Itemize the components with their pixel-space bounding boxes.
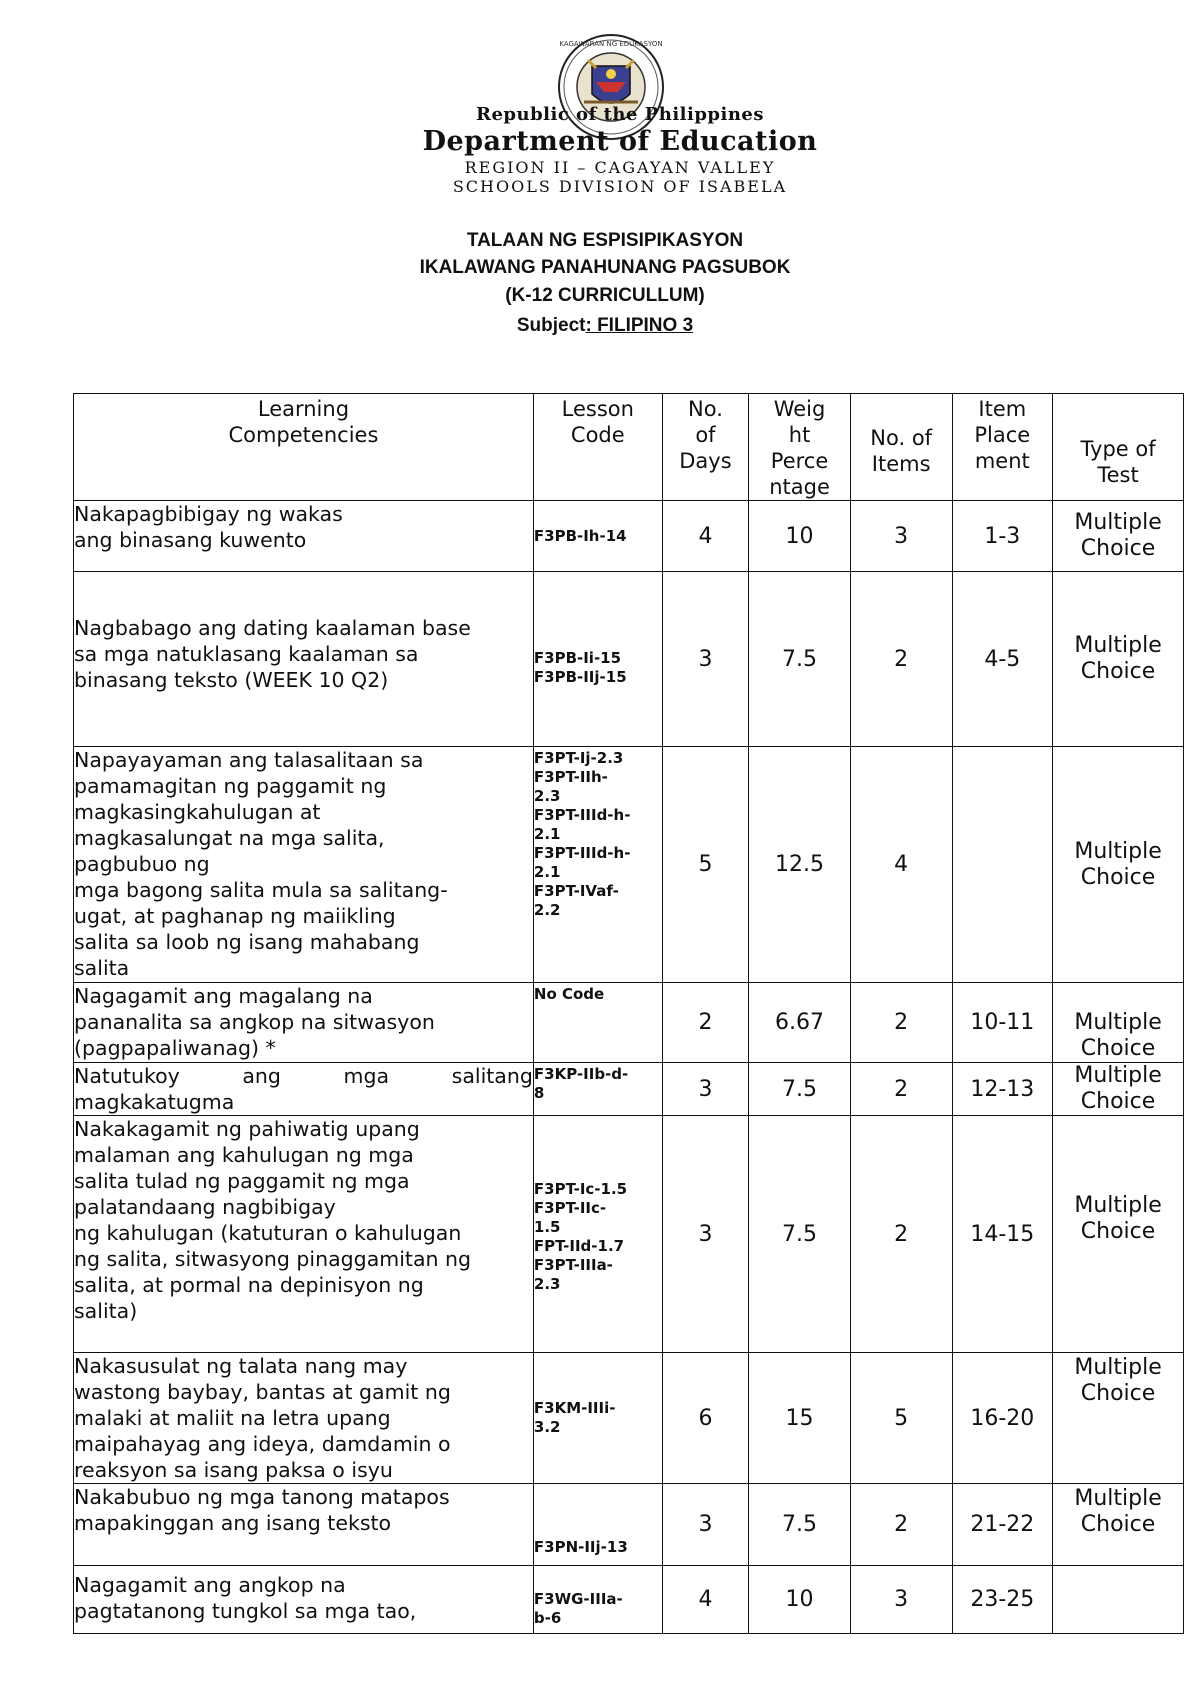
table-row — [74, 1063, 1184, 1116]
weight-cell: 12.5 — [749, 747, 851, 983]
table-row — [74, 572, 1184, 747]
items-cell: 3 — [850, 501, 952, 572]
items-cell: 2 — [850, 572, 952, 747]
title-line-2: IKALAWANG PANAHUNANG PAGSUBOK — [419, 257, 791, 278]
subject-value: : FILIPINO 3 — [585, 315, 694, 336]
days-cell: 4 — [662, 1566, 749, 1634]
days-cell: 2 — [662, 983, 749, 1063]
header-row — [74, 394, 1184, 501]
lesson-code-cell: F3KP-IIb-d- 8 — [533, 1063, 662, 1116]
type-cell: Multiple Choice — [1053, 1353, 1184, 1484]
col-header-items: No. of Items — [850, 394, 952, 501]
lesson-code-cell: F3PT-Ic-1.5 F3PT-IIc- 1.5 FPT-IId-1.7 F3PT-IIIa- 2.3 — [533, 1116, 662, 1353]
svg-text:KAGAWARAN NG EDUKASYON: KAGAWARAN NG EDUKASYON — [559, 40, 663, 48]
placement-cell: 4-5 — [952, 572, 1053, 747]
lesson-code-cell: F3PB-Ih-14 — [533, 501, 662, 572]
items-cell: 2 — [850, 1116, 952, 1353]
competency-cell: Nagbabago ang dating kaalaman base sa mga natuklasang kaalaman sa binasang teksto (WEEK 10 Q2) — [74, 572, 534, 747]
col-header-days: No. of Days — [662, 394, 749, 501]
items-cell: 5 — [850, 1353, 952, 1484]
type-cell: Multiple Choice — [1053, 1116, 1184, 1353]
col-header-lesson-code: Lesson Code — [533, 394, 662, 501]
subject-label: Subject — [516, 315, 586, 336]
items-cell: 2 — [850, 1063, 952, 1116]
header-republic: Republic of the Philippines — [475, 104, 765, 125]
lesson-code-cell: F3PN-IIj-13 — [533, 1484, 662, 1566]
weight-cell: 10 — [749, 501, 851, 572]
lesson-code-cell: F3KM-IIIi- 3.2 — [533, 1353, 662, 1484]
lesson-code-cell: No Code — [533, 983, 662, 1063]
items-cell: 2 — [850, 983, 952, 1063]
col-header-weight: Weig ht Perce ntage — [749, 394, 851, 501]
type-cell: Multiple Choice — [1053, 1484, 1184, 1566]
placement-cell: 12-13 — [952, 1063, 1053, 1116]
weight-cell: 7.5 — [749, 1063, 851, 1116]
header-department: Department of Education — [422, 126, 818, 157]
weight-cell: 10 — [749, 1566, 851, 1634]
type-cell: Multiple Choice — [1053, 983, 1184, 1063]
placement-cell — [952, 747, 1053, 983]
competency-cell: Nagagamit ang angkop na pagtatanong tungkol sa mga tao, — [74, 1566, 534, 1634]
placement-cell: 1-3 — [952, 501, 1053, 572]
table-row — [74, 1484, 1184, 1566]
title-line-3: (K-12 CURRICULLUM) — [505, 285, 705, 306]
weight-cell: 7.5 — [749, 1484, 851, 1566]
type-cell — [1053, 1566, 1184, 1634]
placement-cell: 21-22 — [952, 1484, 1053, 1566]
placement-cell: 14-15 — [952, 1116, 1053, 1353]
competency-cell: Nakakagamit ng pahiwatig upang malaman ang kahulugan ng mga salita tulad ng paggamit ng mga palatandaang nagbibigay ng kahulugan (katuturan o kahulugan ng salita, sitwasyong pinaggamitan ng salita, at pormal na depinisyon ng salita) — [74, 1116, 534, 1353]
col-header-type: Type of Test — [1053, 394, 1184, 501]
placement-cell: 23-25 — [952, 1566, 1053, 1634]
competency-cell: Nakapagbibigay ng wakas ang binasang kuwento — [74, 501, 534, 572]
placement-cell: 16-20 — [952, 1353, 1053, 1484]
table-row — [74, 501, 1184, 572]
header-division: SCHOOLS DIVISION OF ISABELA — [452, 177, 788, 196]
days-cell: 3 — [662, 1484, 749, 1566]
subject-line — [0, 315, 1200, 337]
weight-cell: 7.5 — [749, 572, 851, 747]
specification-table — [73, 393, 1184, 1634]
type-cell: Multiple Choice — [1053, 747, 1184, 983]
days-cell: 3 — [662, 1116, 749, 1353]
col-header-competencies: Learning Competencies — [74, 394, 534, 501]
lesson-code-cell: F3WG-IIIa- b-6 — [533, 1566, 662, 1634]
table-row — [74, 747, 1184, 983]
items-cell: 3 — [850, 1566, 952, 1634]
type-cell: Multiple Choice — [1053, 572, 1184, 747]
competency-cell: Natutukoy ang mga salitang magkakatugma — [74, 1064, 533, 1114]
weight-cell: 7.5 — [749, 1116, 851, 1353]
table-row — [74, 1353, 1184, 1484]
table-row — [74, 1566, 1184, 1634]
items-cell: 2 — [850, 1484, 952, 1566]
col-header-placement: Item Place ment — [952, 394, 1053, 501]
competency-cell: Nagagamit ang magalang na pananalita sa angkop na sitwasyon (pagpapaliwanag) * — [74, 983, 534, 1063]
competency-cell: Napayayaman ang talasalitaan sa pamamagitan ng paggamit ng magkasingkahulugan at magkasalungat na mga salita, pagbubuo ng mga bagong salita mula sa salitang- ugat, at paghanap ng maiikling salita sa loob ng isang mahabang salita — [74, 747, 534, 983]
days-cell: 3 — [662, 572, 749, 747]
competency-cell: Nakabubuo ng mga tanong matapos mapakinggan ang isang teksto — [74, 1484, 534, 1566]
days-cell: 5 — [662, 747, 749, 983]
lesson-code-cell: F3PB-Ii-15 F3PB-IIj-15 — [533, 572, 662, 747]
type-cell: Multiple Choice — [1053, 501, 1184, 572]
items-cell: 4 — [850, 747, 952, 983]
days-cell: 4 — [662, 501, 749, 572]
table-row — [74, 983, 1184, 1063]
header-region: REGION II – CAGAYAN VALLEY — [464, 158, 776, 177]
type-cell: Multiple Choice — [1053, 1063, 1184, 1116]
weight-cell: 15 — [749, 1353, 851, 1484]
title-line-1: TALAAN NG ESPISIPIKASYON — [466, 230, 744, 251]
placement-cell: 10-11 — [952, 983, 1053, 1063]
weight-cell: 6.67 — [749, 983, 851, 1063]
table-row — [74, 1116, 1184, 1353]
days-cell: 6 — [662, 1353, 749, 1484]
competency-cell: Nakasusulat ng talata nang may wastong baybay, bantas at gamit ng malaki at maliit na letra upang maipahayag ang ideya, damdamin o reaksyon sa isang paksa o isyu — [74, 1353, 534, 1484]
lesson-code-cell: F3PT-Ij-2.3 F3PT-IIh- 2.3 F3PT-IIId-h- 2.1 F3PT-IIId-h- 2.1 F3PT-IVaf- 2.2 — [533, 747, 662, 983]
days-cell: 3 — [662, 1063, 749, 1116]
